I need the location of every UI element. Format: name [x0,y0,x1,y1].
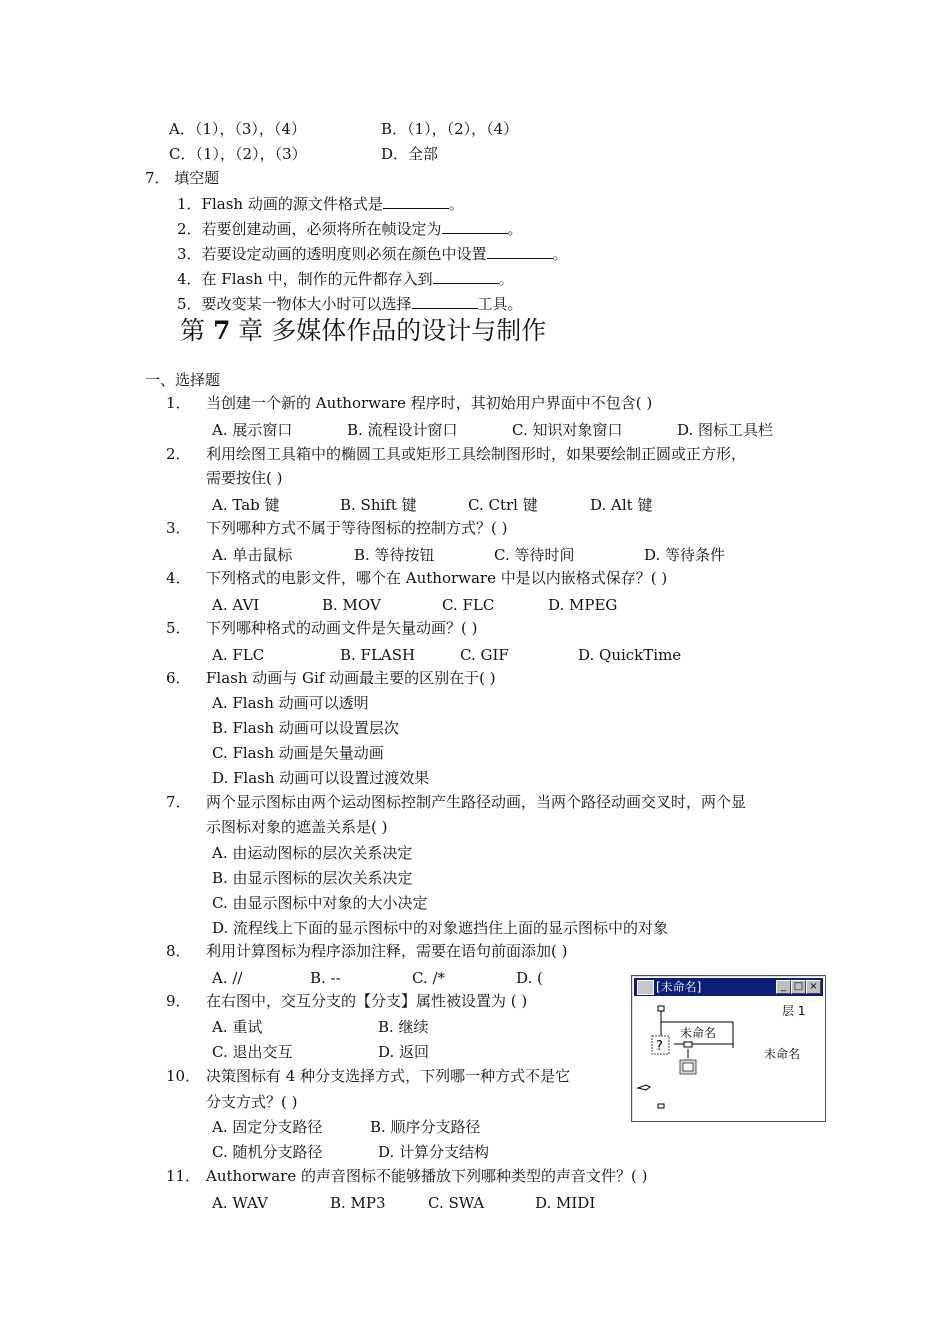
question-text: 分支方式？( ) [206,1093,298,1111]
answer-option[interactable]: A. 由运动图标的层次关系决定 [212,844,413,862]
fill-item [177,219,523,239]
answer-blank[interactable] [487,244,553,259]
question-number: 6． [166,669,191,687]
answer-option[interactable]: D. 返回 [378,1043,430,1061]
answer-option[interactable]: B. 继续 [378,1018,429,1036]
section-heading: 一、选择题 [145,371,221,389]
answer-option[interactable]: B. 等待按钮 [354,546,435,564]
answer-option[interactable]: C. FLC [442,596,495,614]
window-title: [未命名] [656,980,702,994]
answer-option[interactable]: C. 知识对象窗口 [512,421,623,439]
answer-blank[interactable] [383,194,449,209]
fill-item [177,269,514,289]
question-number: 4． [166,569,191,587]
chapter-prefix: 第 [180,316,213,345]
answer-option[interactable]: C. 随机分支路径 [212,1143,323,1161]
answer-option[interactable]: A. 重试 [212,1018,263,1036]
answer-option[interactable]: B. 流程设计窗口 [347,421,458,439]
authorware-flowchart-window [631,975,826,1122]
question-text: Authorware 的声音图标不能够播放下列哪种类型的声音文件？( ) [206,1167,648,1185]
fill-item-suffix: 。 [498,270,514,288]
answer-option[interactable]: C. SWA [428,1194,485,1212]
answer-option[interactable]: B. -- [310,969,341,987]
chapter-name: 章 多媒体作品的设计与制作 [230,316,547,345]
question-text: 决策图标有 4 种分支选择方式，下列哪一种方式不是它 [206,1067,571,1085]
fill-item-text: 2．若要创建动画，必须将所在帧设定为 [177,220,442,238]
layer-label: 层 1 [782,1004,806,1018]
answer-option[interactable]: C. 等待时间 [494,546,575,564]
fill-item [177,244,568,264]
maximize-button[interactable]: □ [791,980,806,994]
fill-item-text: 1．Flash 动画的源文件格式是 [177,195,383,213]
answer-option[interactable]: A. WAV [212,1194,268,1212]
answer-option[interactable]: D. QuickTime [578,646,682,664]
answer-option[interactable]: D. MIDI [535,1194,596,1212]
answer-option[interactable]: B. 顺序分支路径 [370,1118,481,1136]
answer-option[interactable]: D. 计算分支结构 [378,1143,490,1161]
answer-option[interactable]: C. 由显示图标中对象的大小决定 [212,894,428,912]
answer-option[interactable]: B. MOV [322,596,381,614]
icon-label: 未命名 [680,1026,717,1040]
fill-item-suffix: 。 [552,245,568,263]
answer-option[interactable]: D. MPEG [548,596,618,614]
question-number: 5． [166,619,191,637]
question-text: 当创建一个新的 Authorware 程序时，其初始用户界面中不包含( ) [206,394,653,412]
question-number: 7． [166,793,191,811]
question-text: 两个显示图标由两个运动图标控制产生路径动画，当两个路径动画交叉时，两个显 [206,793,747,811]
answer-option[interactable]: A. // [212,969,243,987]
question-number: 8． [166,942,191,960]
answer-option[interactable]: D. 流程线上下面的显示图标中的对象遮挡住上面的显示图标中的对象 [212,919,669,937]
option-text: D．全部 [381,145,439,163]
answer-option[interactable]: C. /* [412,969,446,987]
fill-item [177,294,523,314]
answer-option[interactable]: D. Flash 动画可以设置过渡效果 [212,769,430,787]
answer-option[interactable]: B. MP3 [330,1194,386,1212]
flowline-graphic [632,976,825,1121]
answer-option[interactable]: B. Flash 动画可以设置层次 [212,719,399,737]
option-text: B．（1），（2），（4） [381,120,519,138]
question-text: 下列格式的电影文件，哪个在 Authorware 中是以内嵌格式保存？( ) [206,569,668,587]
question-text: 需要按住( ) [206,469,283,487]
fill-item-suffix: 工具。 [477,295,523,313]
question-text: 下列哪种方式不属于等待图标的控制方式？( ) [206,519,508,537]
answer-option[interactable]: C. 退出交互 [212,1043,293,1061]
close-button[interactable]: × [806,980,821,994]
question-text: 利用计算图标为程序添加注释，需要在语句前面添加( ) [206,942,568,960]
minimize-button[interactable]: _ [776,980,791,994]
svg-text:?: ? [656,1039,663,1054]
option-text: C．（1），（2），（3） [169,145,307,163]
fill-item-text: 3．若要设定动画的透明度则必须在颜色中设置 [177,245,487,263]
answer-option[interactable]: A. FLC [212,646,265,664]
question-number: 9． [166,992,191,1010]
question-number: 1． [166,394,191,412]
answer-option[interactable]: D. Alt 键 [590,496,653,514]
chapter-title [180,313,546,349]
fill-heading: 7． 填空题 [145,169,220,187]
answer-option[interactable]: A. 展示窗口 [212,421,293,439]
side-label: 未命名 [764,1047,801,1061]
question-number: 3． [166,519,191,537]
question-number: 11． [166,1167,201,1185]
answer-option[interactable]: B. FLASH [340,646,416,664]
answer-option[interactable]: C. Flash 动画是矢量动画 [212,744,384,762]
question-text: 在右图中，交互分支的【分支】属性被设置为 ( ) [206,992,528,1010]
fill-item [177,194,464,214]
answer-blank[interactable] [442,219,508,234]
question-number: 10． [166,1067,201,1085]
chapter-number: 7 [212,316,231,345]
question-text: 示图标对象的遮盖关系是( ) [206,818,388,836]
answer-blank[interactable] [412,294,478,309]
answer-option[interactable]: B. 由显示图标的层次关系决定 [212,869,413,887]
answer-option[interactable]: A. Flash 动画可以透明 [212,694,369,712]
fill-item-suffix: 。 [448,195,464,213]
answer-option[interactable]: D. ( [516,969,543,987]
answer-option[interactable]: C. Ctrl 键 [468,496,538,514]
question-text: 下列哪种格式的动画文件是矢量动画？( ) [206,619,478,637]
answer-option[interactable]: D. 等待条件 [644,546,726,564]
answer-option[interactable]: A. 固定分支路径 [212,1118,323,1136]
question-text: 利用绘图工具箱中的椭圆工具或矩形工具绘制图形时，如果要绘制正圆或正方形， [206,445,747,463]
answer-option[interactable]: A. AVI [212,596,260,614]
question-text: Flash 动画与 Gif 动画最主要的区别在于( ) [206,669,496,687]
answer-option[interactable]: D. 图标工具栏 [677,421,774,439]
question-number: 2． [166,445,191,463]
option-text: A．（1），（3），（4） [169,120,306,138]
answer-option[interactable]: B. Shift 键 [340,496,417,514]
fill-item-text: 5．要改变某一物体大小时可以选择 [177,295,412,313]
answer-blank[interactable] [433,269,499,284]
answer-option[interactable]: A. 单击鼠标 [212,546,293,564]
answer-option[interactable]: A. Tab 键 [212,496,280,514]
fill-item-text: 4．在 Flash 中，制作的元件都存入到 [177,270,433,288]
answer-option[interactable]: C. GIF [460,646,509,664]
fill-item-suffix: 。 [507,220,523,238]
